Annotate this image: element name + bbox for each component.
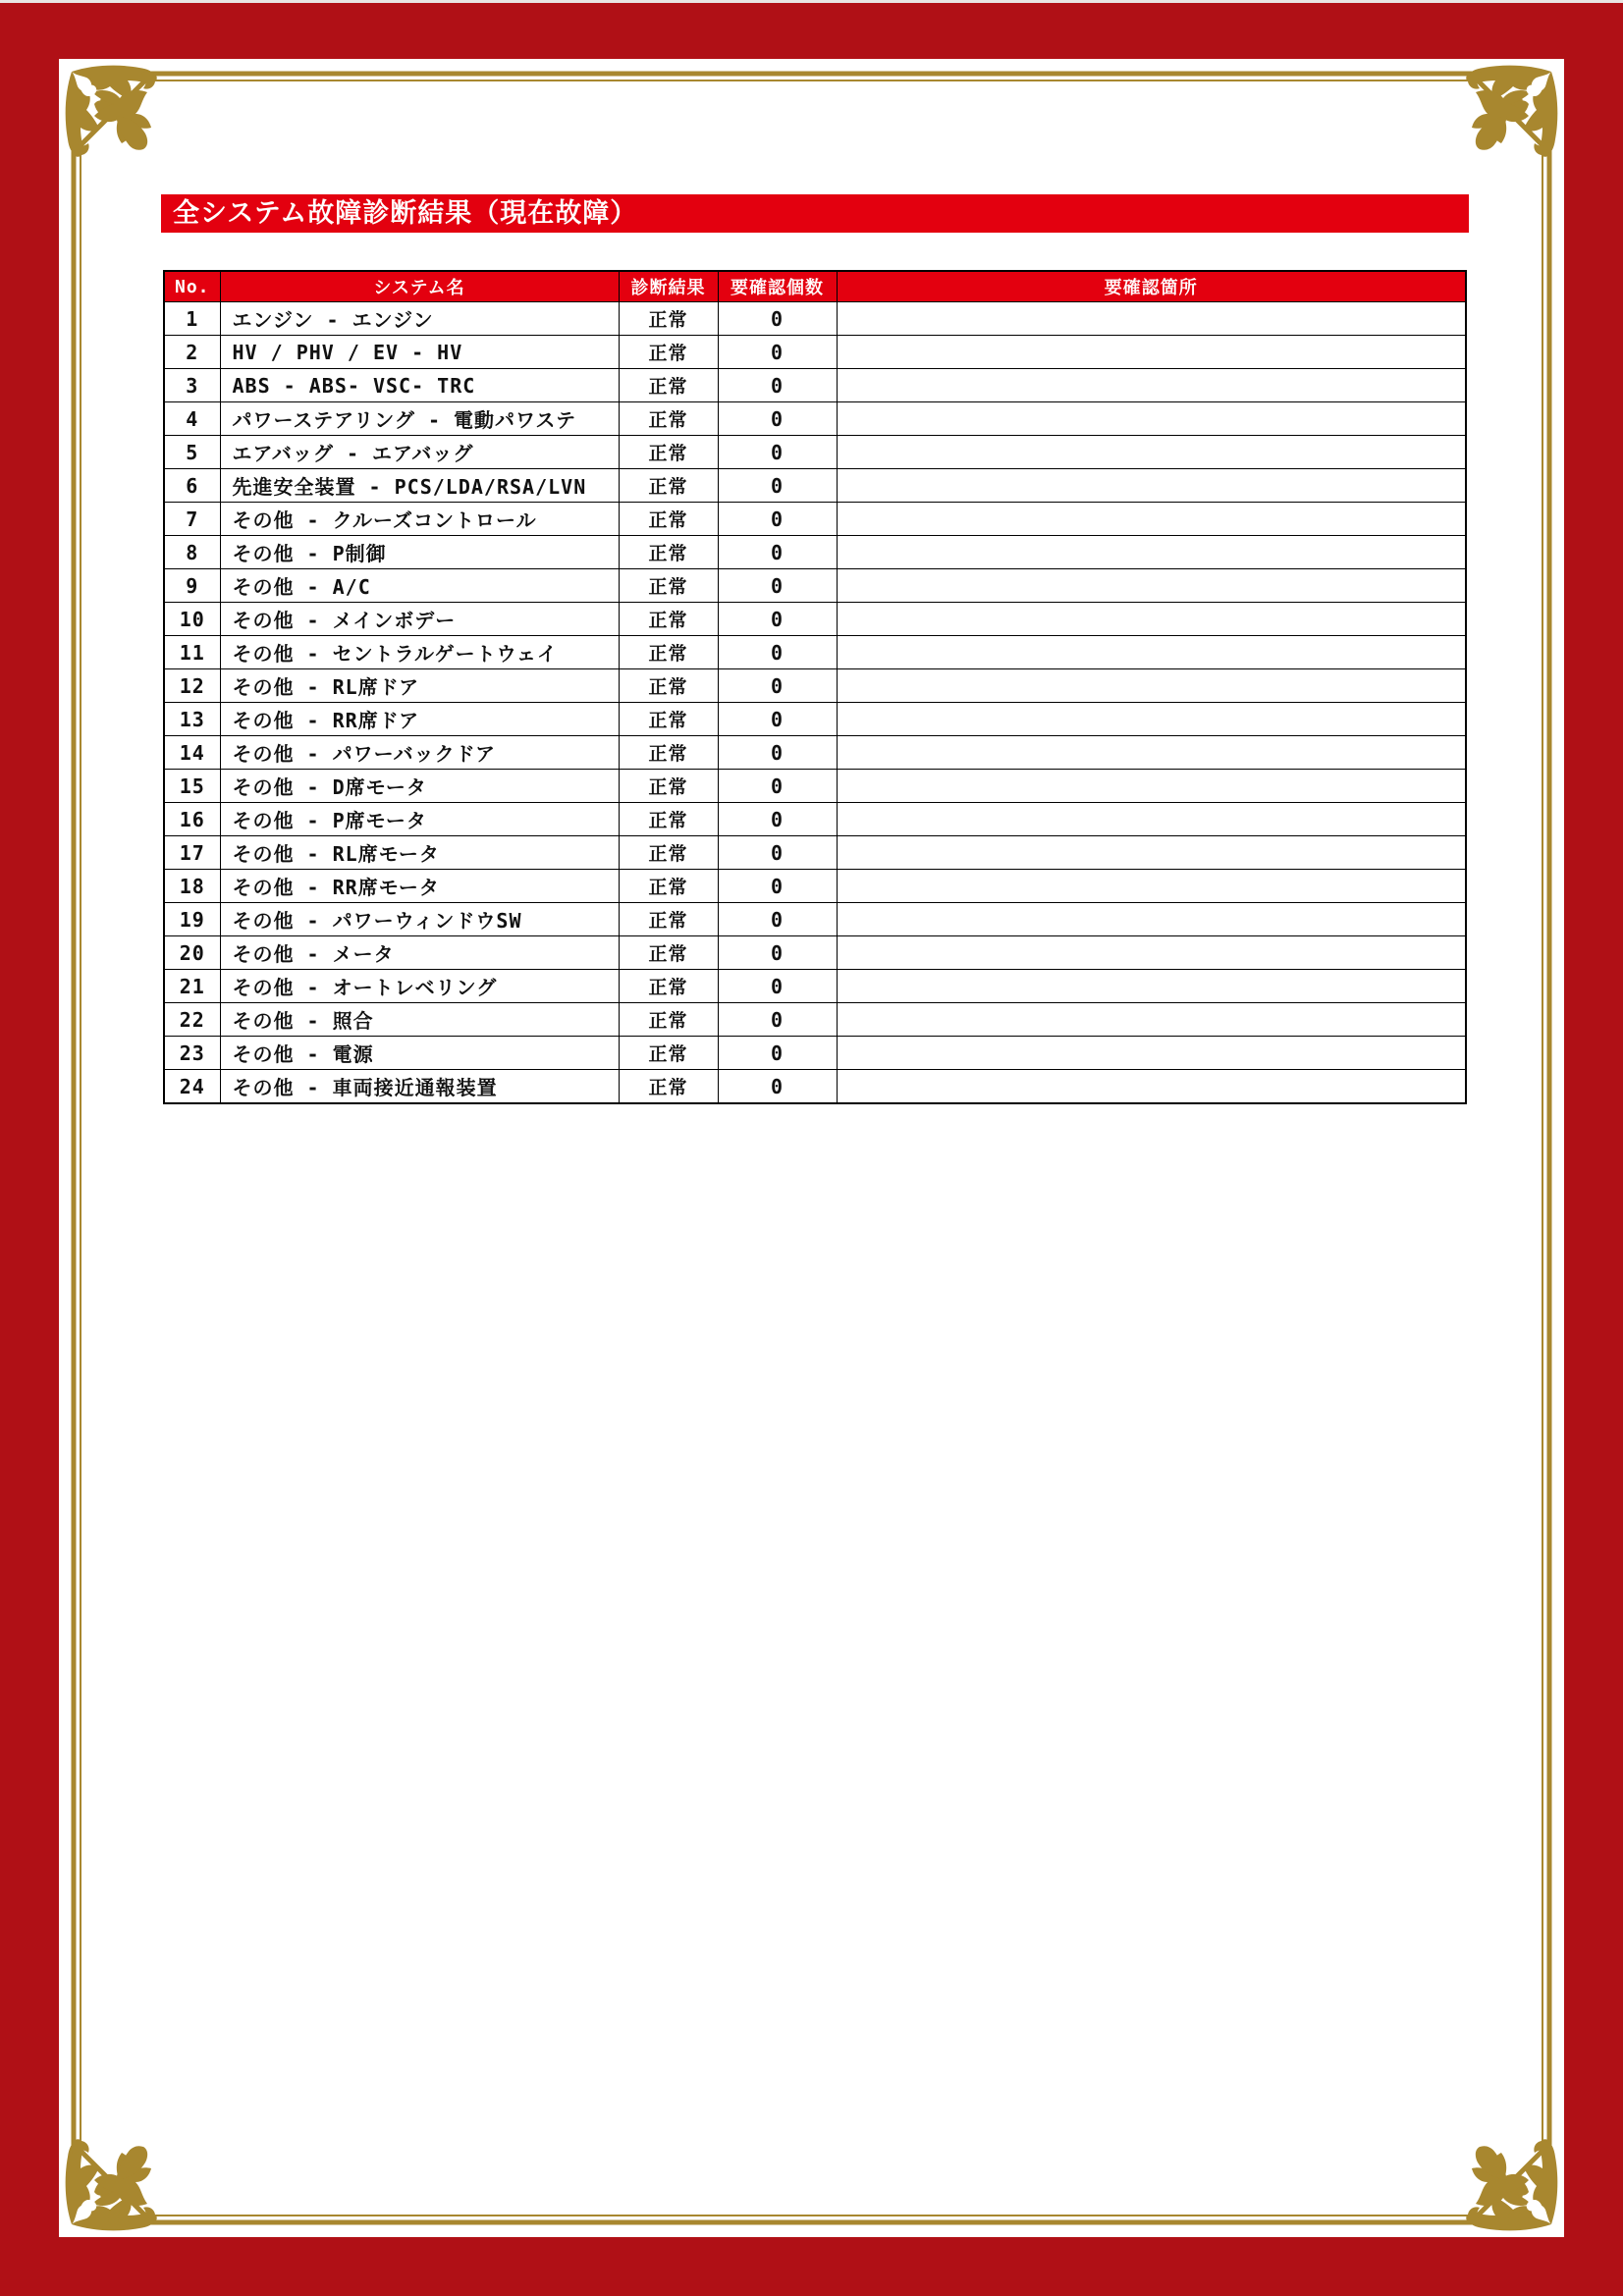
diagnosis-result-cell: 正常 <box>619 369 718 402</box>
row-number-cell: 6 <box>164 469 220 503</box>
check-count-cell: 0 <box>718 536 837 569</box>
diagnosis-result-cell: 正常 <box>619 736 718 770</box>
table-row <box>164 1003 1466 1037</box>
system-name-cell: エンジン - エンジン <box>220 302 619 336</box>
row-number-cell: 14 <box>164 736 220 770</box>
check-count-cell: 0 <box>718 336 837 369</box>
check-location-cell <box>837 636 1466 669</box>
check-count-cell: 0 <box>718 703 837 736</box>
diagnosis-result-cell: 正常 <box>619 1003 718 1037</box>
diagnosis-result-cell: 正常 <box>619 469 718 503</box>
row-number-cell: 9 <box>164 569 220 603</box>
table-row <box>164 369 1466 402</box>
system-name-cell: エアバッグ - エアバッグ <box>220 436 619 469</box>
table-row <box>164 1070 1466 1104</box>
system-name-cell: HV / PHV / EV - HV <box>220 336 619 369</box>
system-name-cell: その他 - メインボデー <box>220 603 619 636</box>
check-location-cell <box>837 503 1466 536</box>
table-row <box>164 803 1466 836</box>
system-name-cell: 先進安全装置 - PCS/LDA/RSA/LVN <box>220 469 619 503</box>
check-count-cell: 0 <box>718 1037 837 1070</box>
check-location-cell <box>837 569 1466 603</box>
table-row <box>164 970 1466 1003</box>
system-name-cell: その他 - 電源 <box>220 1037 619 1070</box>
row-number-cell: 10 <box>164 603 220 636</box>
table-row <box>164 903 1466 936</box>
row-number-cell: 21 <box>164 970 220 1003</box>
column-header-location: 要確認箇所 <box>837 271 1466 302</box>
check-count-cell: 0 <box>718 636 837 669</box>
check-count-cell: 0 <box>718 402 837 436</box>
diagnosis-result-cell: 正常 <box>619 1037 718 1070</box>
diagnosis-result-cell: 正常 <box>619 536 718 569</box>
check-count-cell: 0 <box>718 836 837 870</box>
row-number-cell: 4 <box>164 402 220 436</box>
table-row <box>164 669 1466 703</box>
report-title-bar <box>161 194 1469 233</box>
check-location-cell <box>837 970 1466 1003</box>
check-count-cell: 0 <box>718 903 837 936</box>
diagnosis-result-cell: 正常 <box>619 870 718 903</box>
check-location-cell <box>837 302 1466 336</box>
row-number-cell: 2 <box>164 336 220 369</box>
report-sheet <box>59 59 1564 2237</box>
check-location-cell <box>837 770 1466 803</box>
check-count-cell: 0 <box>718 803 837 836</box>
check-location-cell <box>837 1070 1466 1104</box>
check-count-cell: 0 <box>718 302 837 336</box>
system-name-cell: その他 - 照合 <box>220 1003 619 1037</box>
system-name-cell: その他 - P制御 <box>220 536 619 569</box>
system-name-cell: その他 - メータ <box>220 936 619 970</box>
diagnosis-result-cell: 正常 <box>619 970 718 1003</box>
system-name-cell: ABS - ABS- VSC- TRC <box>220 369 619 402</box>
table-row <box>164 503 1466 536</box>
table-row <box>164 569 1466 603</box>
check-count-cell: 0 <box>718 1003 837 1037</box>
row-number-cell: 20 <box>164 936 220 970</box>
check-count-cell: 0 <box>718 669 837 703</box>
system-name-cell: その他 - 車両接近通報装置 <box>220 1070 619 1104</box>
row-number-cell: 15 <box>164 770 220 803</box>
column-header-result: 診断結果 <box>619 271 718 302</box>
diagnosis-result-cell: 正常 <box>619 1070 718 1104</box>
table-body <box>164 302 1466 1104</box>
diagnosis-result-cell: 正常 <box>619 936 718 970</box>
system-name-cell: その他 - RL席モータ <box>220 836 619 870</box>
table-row <box>164 436 1466 469</box>
diagnosis-result-cell: 正常 <box>619 903 718 936</box>
table-row <box>164 703 1466 736</box>
page-top-edge <box>0 0 1623 3</box>
check-location-cell <box>837 536 1466 569</box>
diagnosis-result-cell: 正常 <box>619 703 718 736</box>
check-location-cell <box>837 402 1466 436</box>
check-location-cell <box>837 1037 1466 1070</box>
check-location-cell <box>837 669 1466 703</box>
check-count-cell: 0 <box>718 369 837 402</box>
check-location-cell <box>837 936 1466 970</box>
table-header-row <box>164 271 1466 302</box>
row-number-cell: 13 <box>164 703 220 736</box>
check-location-cell <box>837 703 1466 736</box>
check-count-cell: 0 <box>718 569 837 603</box>
system-name-cell: パワーステアリング - 電動パワステ <box>220 402 619 436</box>
column-header-no: No. <box>164 271 220 302</box>
check-count-cell: 0 <box>718 603 837 636</box>
check-count-cell: 0 <box>718 970 837 1003</box>
diagnosis-result-cell: 正常 <box>619 803 718 836</box>
check-count-cell: 0 <box>718 469 837 503</box>
row-number-cell: 16 <box>164 803 220 836</box>
table-row <box>164 736 1466 770</box>
table-row <box>164 870 1466 903</box>
row-number-cell: 24 <box>164 1070 220 1104</box>
system-name-cell: その他 - D席モータ <box>220 770 619 803</box>
check-count-cell: 0 <box>718 736 837 770</box>
table-row <box>164 302 1466 336</box>
system-name-cell: その他 - パワーバックドア <box>220 736 619 770</box>
system-name-cell: その他 - RR席モータ <box>220 870 619 903</box>
table-row <box>164 1037 1466 1070</box>
table-row <box>164 469 1466 503</box>
table-row <box>164 836 1466 870</box>
row-number-cell: 22 <box>164 1003 220 1037</box>
row-number-cell: 17 <box>164 836 220 870</box>
row-number-cell: 3 <box>164 369 220 402</box>
system-name-cell: その他 - RR席ドア <box>220 703 619 736</box>
row-number-cell: 1 <box>164 302 220 336</box>
row-number-cell: 5 <box>164 436 220 469</box>
system-name-cell: その他 - RL席ドア <box>220 669 619 703</box>
system-name-cell: その他 - クルーズコントロール <box>220 503 619 536</box>
check-location-cell <box>837 369 1466 402</box>
row-number-cell: 8 <box>164 536 220 569</box>
table-row <box>164 336 1466 369</box>
diagnostics-table <box>163 270 1467 1104</box>
check-count-cell: 0 <box>718 770 837 803</box>
system-name-cell: その他 - オートレベリング <box>220 970 619 1003</box>
check-location-cell <box>837 870 1466 903</box>
check-location-cell <box>837 469 1466 503</box>
check-location-cell <box>837 836 1466 870</box>
check-location-cell <box>837 1003 1466 1037</box>
check-count-cell: 0 <box>718 503 837 536</box>
table-row <box>164 936 1466 970</box>
check-location-cell <box>837 803 1466 836</box>
diagnosis-result-cell: 正常 <box>619 569 718 603</box>
row-number-cell: 7 <box>164 503 220 536</box>
diagnosis-result-cell: 正常 <box>619 503 718 536</box>
row-number-cell: 18 <box>164 870 220 903</box>
check-count-cell: 0 <box>718 1070 837 1104</box>
column-header-system: システム名 <box>220 271 619 302</box>
diagnosis-result-cell: 正常 <box>619 636 718 669</box>
check-location-cell <box>837 436 1466 469</box>
table-header <box>164 271 1466 302</box>
row-number-cell: 19 <box>164 903 220 936</box>
system-name-cell: その他 - P席モータ <box>220 803 619 836</box>
check-location-cell <box>837 336 1466 369</box>
check-location-cell <box>837 736 1466 770</box>
table-row <box>164 636 1466 669</box>
diagnosis-result-cell: 正常 <box>619 436 718 469</box>
diagnosis-result-cell: 正常 <box>619 770 718 803</box>
row-number-cell: 23 <box>164 1037 220 1070</box>
table-row <box>164 402 1466 436</box>
system-name-cell: その他 - A/C <box>220 569 619 603</box>
diagnosis-result-cell: 正常 <box>619 603 718 636</box>
table-row <box>164 770 1466 803</box>
check-location-cell <box>837 903 1466 936</box>
diagnosis-result-cell: 正常 <box>619 302 718 336</box>
table-row <box>164 536 1466 569</box>
diagnosis-result-cell: 正常 <box>619 669 718 703</box>
system-name-cell: その他 - パワーウィンドウSW <box>220 903 619 936</box>
row-number-cell: 11 <box>164 636 220 669</box>
column-header-count: 要確認個数 <box>718 271 837 302</box>
diagnosis-result-cell: 正常 <box>619 836 718 870</box>
diagnosis-result-cell: 正常 <box>619 336 718 369</box>
row-number-cell: 12 <box>164 669 220 703</box>
diagnosis-result-cell: 正常 <box>619 402 718 436</box>
table-row <box>164 603 1466 636</box>
check-count-cell: 0 <box>718 936 837 970</box>
check-count-cell: 0 <box>718 436 837 469</box>
check-count-cell: 0 <box>718 870 837 903</box>
check-location-cell <box>837 603 1466 636</box>
system-name-cell: その他 - セントラルゲートウェイ <box>220 636 619 669</box>
report-title: 全システム故障診断結果（現在故障） <box>173 198 638 229</box>
